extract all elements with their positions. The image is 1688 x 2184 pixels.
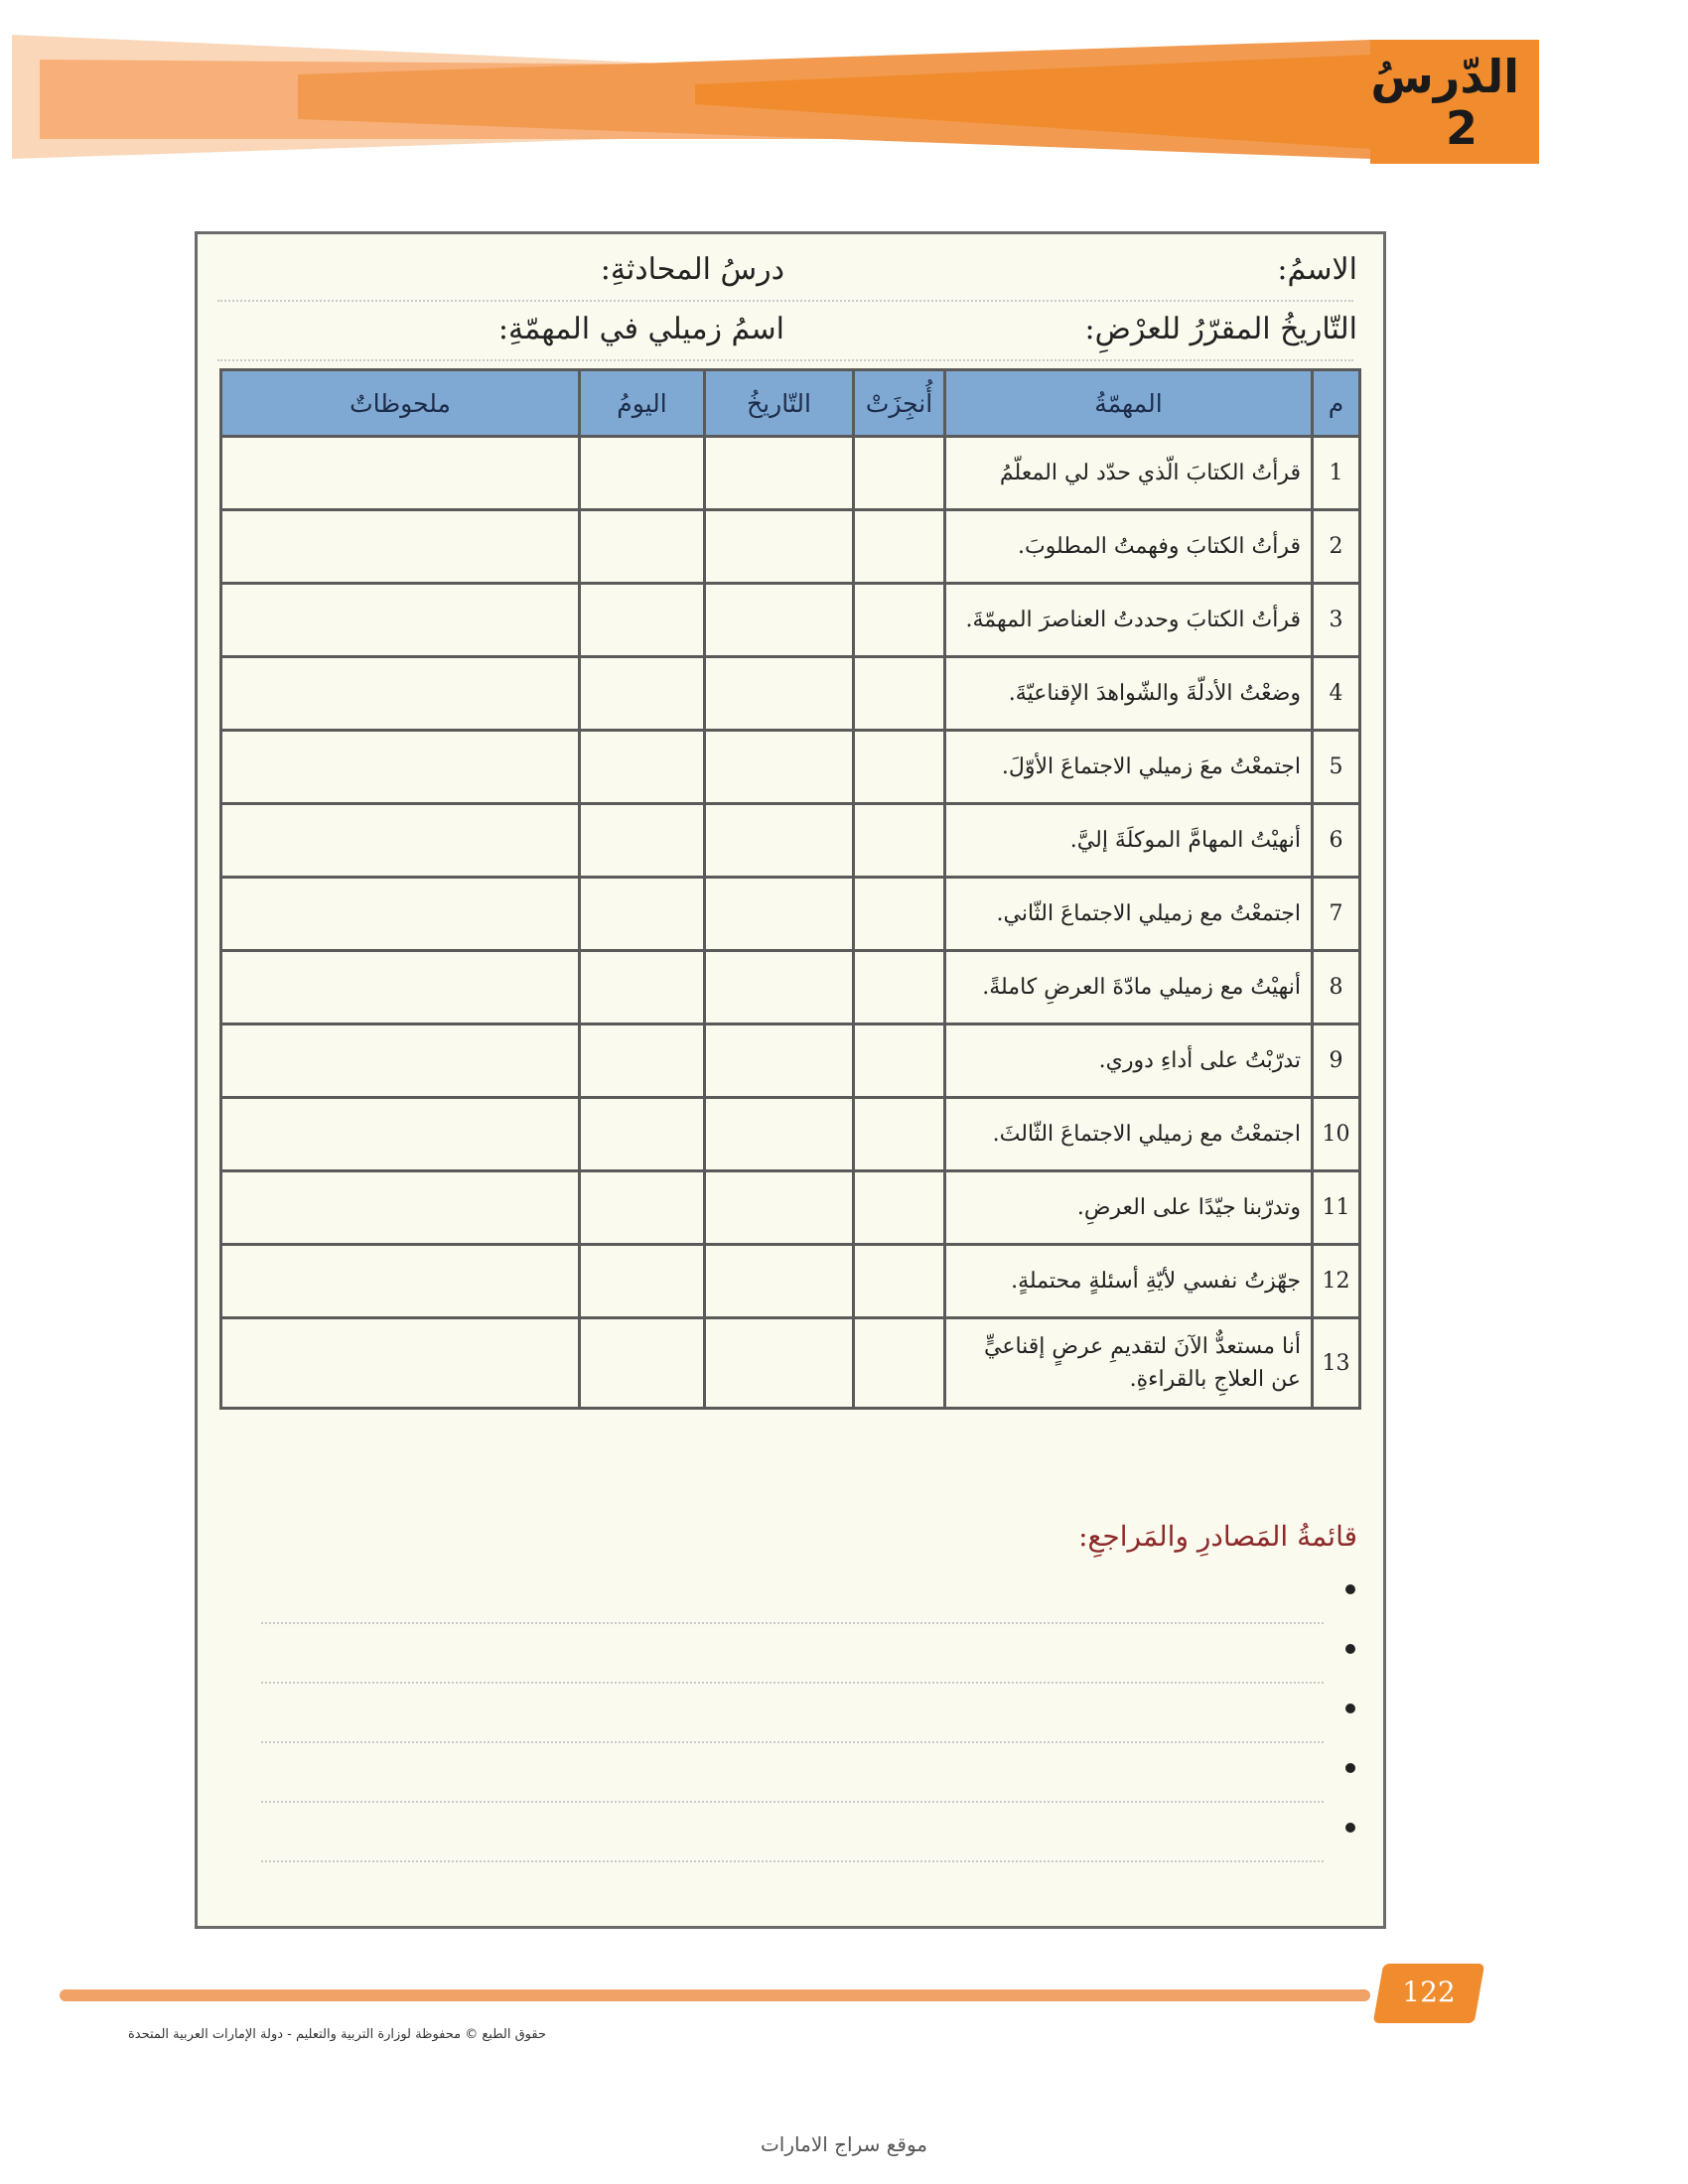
notes-cell[interactable] xyxy=(221,1171,580,1245)
reference-line-3[interactable] xyxy=(261,1684,1363,1743)
done-cell[interactable] xyxy=(854,804,945,878)
notes-cell[interactable] xyxy=(221,804,580,878)
reference-line-5[interactable] xyxy=(261,1803,1363,1862)
date-cell[interactable] xyxy=(705,510,854,584)
day-cell[interactable] xyxy=(580,951,705,1024)
row-task: اجتمعْتُ مع زميلي الاجتماعَ الثّاني. xyxy=(945,878,1313,951)
day-cell[interactable] xyxy=(580,1318,705,1409)
table-row xyxy=(221,878,1360,951)
row-task: قرأتُ الكتابَ وحددتُ العناصرَ المهمّةَ. xyxy=(945,584,1313,657)
table-row xyxy=(221,804,1360,878)
notes-cell[interactable] xyxy=(221,951,580,1024)
references-title: قائمةُ المَصادرِ والمَراجعِ: xyxy=(1078,1520,1357,1553)
done-cell[interactable] xyxy=(854,731,945,804)
row-number: 6 xyxy=(1313,804,1360,878)
row-task: وتدرّبنا جيّدًا على العرضِ. xyxy=(945,1171,1313,1245)
day-cell[interactable] xyxy=(580,1245,705,1318)
row-number: 10 xyxy=(1313,1098,1360,1171)
header-day: اليومُ xyxy=(580,370,705,437)
done-cell[interactable] xyxy=(854,951,945,1024)
table-row xyxy=(221,657,1360,731)
worksheet-frame xyxy=(195,231,1386,1929)
date-cell[interactable] xyxy=(705,731,854,804)
done-cell[interactable] xyxy=(854,437,945,510)
row-task: قرأتُ الكتابَ الّذي حدّد لي المعلّمُ xyxy=(945,437,1313,510)
lesson-number: 2 xyxy=(1445,101,1477,155)
done-cell[interactable] xyxy=(854,657,945,731)
bullet-icon xyxy=(1345,1704,1355,1713)
row-number: 2 xyxy=(1313,510,1360,584)
row-task: أنهيْتُ مع زميلي مادّةَ العرضِ كاملةً. xyxy=(945,951,1313,1024)
row-number: 13 xyxy=(1313,1318,1360,1409)
day-cell[interactable] xyxy=(580,731,705,804)
header-done: أُنجِزَتْ xyxy=(854,370,945,437)
row-number: 1 xyxy=(1313,437,1360,510)
notes-cell[interactable] xyxy=(221,510,580,584)
row-task: جهّزتُ نفسي لأيّةِ أسئلةٍ محتملةٍ. xyxy=(945,1245,1313,1318)
table-row xyxy=(221,1171,1360,1245)
bullet-icon xyxy=(1345,1763,1355,1773)
row-number: 8 xyxy=(1313,951,1360,1024)
table-row xyxy=(221,510,1360,584)
day-cell[interactable] xyxy=(580,804,705,878)
bullet-icon xyxy=(1345,1823,1355,1833)
bullet-icon xyxy=(1345,1644,1355,1654)
row-number: 7 xyxy=(1313,878,1360,951)
table-row xyxy=(221,1024,1360,1098)
day-cell[interactable] xyxy=(580,510,705,584)
row-number: 3 xyxy=(1313,584,1360,657)
row-task: أنا مستعدٌّ الآنَ لتقديمِ عرضٍ إقناعيٍّ عن العلاجِ بالقراءةِ. xyxy=(945,1318,1313,1409)
done-cell[interactable] xyxy=(854,1098,945,1171)
notes-cell[interactable] xyxy=(221,1024,580,1098)
done-cell[interactable] xyxy=(854,1024,945,1098)
date-cell[interactable] xyxy=(705,951,854,1024)
header-task: المهمّةُ xyxy=(945,370,1313,437)
date-cell[interactable] xyxy=(705,1024,854,1098)
copyright-text: حقوق الطبع © محفوظة لوزارة التربية والتعليم - دولة الإمارات العربية المتحدة xyxy=(127,2027,546,2042)
row-task: وضعْتُ الأدلّةَ والشّواهدَ الإقناعيّةَ. xyxy=(945,657,1313,731)
date-cell[interactable] xyxy=(705,437,854,510)
row-number: 9 xyxy=(1313,1024,1360,1098)
row-task: اجتمعْتُ مع زميلي الاجتماعَ الثّالثَ. xyxy=(945,1098,1313,1171)
notes-cell[interactable] xyxy=(221,878,580,951)
partner-label: اسمُ زميلي في المهمّةِ: xyxy=(497,312,784,346)
done-cell[interactable] xyxy=(854,1171,945,1245)
row-number: 5 xyxy=(1313,731,1360,804)
page-number: 122 xyxy=(1402,1976,1456,2008)
site-name: موقع سراج الامارات xyxy=(760,2132,928,2156)
notes-cell[interactable] xyxy=(221,657,580,731)
notes-cell[interactable] xyxy=(221,731,580,804)
row-number: 12 xyxy=(1313,1245,1360,1318)
date-cell[interactable] xyxy=(705,584,854,657)
day-cell[interactable] xyxy=(580,437,705,510)
done-cell[interactable] xyxy=(854,1245,945,1318)
day-cell[interactable] xyxy=(580,878,705,951)
date-cell[interactable] xyxy=(705,1318,854,1409)
row-number: 11 xyxy=(1313,1171,1360,1245)
notes-cell[interactable] xyxy=(221,1318,580,1409)
date-cell[interactable] xyxy=(705,1171,854,1245)
table-row xyxy=(221,1098,1360,1171)
notes-cell[interactable] xyxy=(221,437,580,510)
reference-line-4[interactable] xyxy=(261,1743,1363,1803)
date-cell[interactable] xyxy=(705,657,854,731)
notes-cell[interactable] xyxy=(221,584,580,657)
name-label: الاسمُ: xyxy=(1277,252,1357,287)
day-cell[interactable] xyxy=(580,1024,705,1098)
lesson-word: الدّرسُ xyxy=(1370,50,1519,103)
name-line xyxy=(217,300,1353,302)
date-label: التّاريخُ المقرّرُ للعرْضِ: xyxy=(1084,312,1357,346)
table-row xyxy=(221,437,1360,510)
row-task: اجتمعْتُ معَ زميلي الاجتماعَ الأوّلَ. xyxy=(945,731,1313,804)
reference-line-1[interactable] xyxy=(261,1565,1363,1624)
day-cell[interactable] xyxy=(580,1171,705,1245)
day-cell[interactable] xyxy=(580,584,705,657)
lesson-label: درسُ المحادثةِ: xyxy=(600,252,784,287)
table-row xyxy=(221,731,1360,804)
table-row xyxy=(221,1318,1360,1409)
header-date: التّاريخُ xyxy=(705,370,854,437)
day-cell[interactable] xyxy=(580,657,705,731)
date-line xyxy=(217,359,1353,361)
done-cell[interactable] xyxy=(854,1318,945,1409)
table-row xyxy=(221,951,1360,1024)
notes-cell[interactable] xyxy=(221,1245,580,1318)
reference-line-2[interactable] xyxy=(261,1624,1363,1684)
done-cell[interactable] xyxy=(854,584,945,657)
date-cell[interactable] xyxy=(705,1098,854,1171)
notes-cell[interactable] xyxy=(221,1098,580,1171)
table-header-row xyxy=(221,370,1360,437)
row-task: تدرّبْتُ على أداءِ دوري. xyxy=(945,1024,1313,1098)
done-cell[interactable] xyxy=(854,878,945,951)
table-row xyxy=(221,1245,1360,1318)
row-task: أنهيْتُ المهامَّ الموكلَةَ إليَّ. xyxy=(945,804,1313,878)
header-number: م xyxy=(1313,370,1360,437)
footer-bar xyxy=(60,1989,1370,2001)
task-table xyxy=(219,368,1361,1410)
bullet-icon xyxy=(1345,1584,1355,1594)
date-cell[interactable] xyxy=(705,804,854,878)
header-notes: ملحوظاتٌ xyxy=(221,370,580,437)
row-task: قرأتُ الكتابَ وفهمتُ المطلوبَ. xyxy=(945,510,1313,584)
table-row xyxy=(221,584,1360,657)
done-cell[interactable] xyxy=(854,510,945,584)
lesson-badge xyxy=(1370,40,1539,164)
row-number: 4 xyxy=(1313,657,1360,731)
date-cell[interactable] xyxy=(705,878,854,951)
day-cell[interactable] xyxy=(580,1098,705,1171)
date-cell[interactable] xyxy=(705,1245,854,1318)
